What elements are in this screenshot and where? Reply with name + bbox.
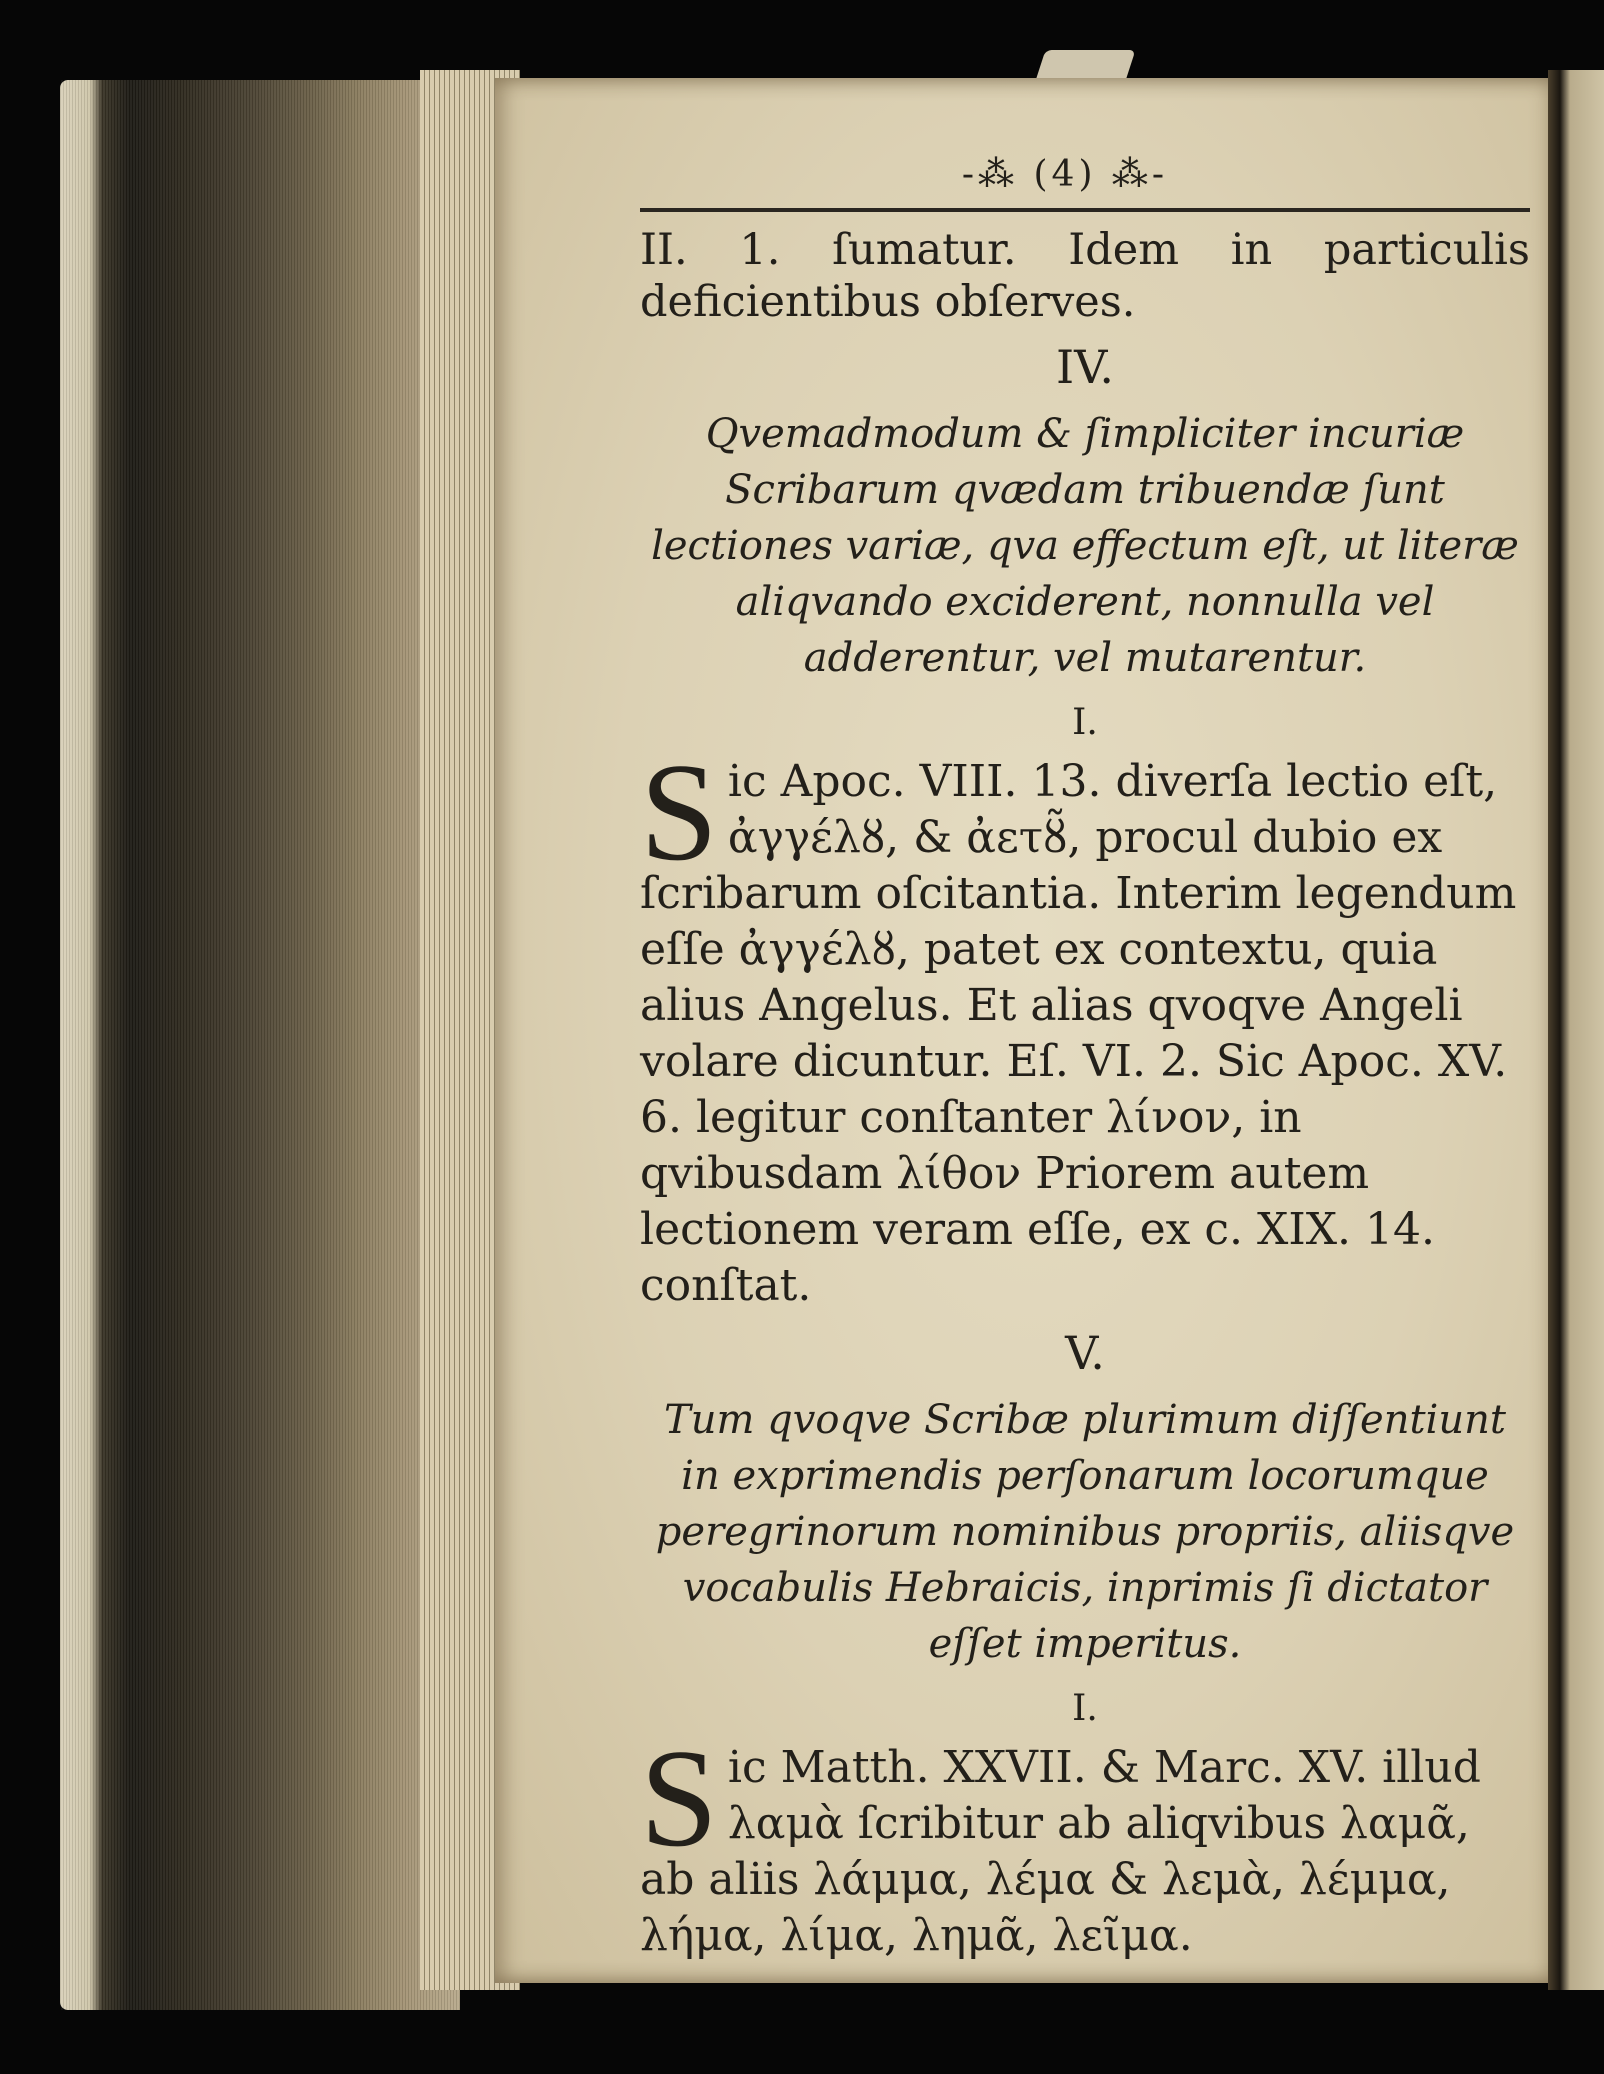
section-heading-v: Tum qvoqve Scribæ plurimum diſſentiunt in exprimendis perſonarum locorumque peregrinorum nominibus propriis, aliisqve vocabulis Hebraicis, inprimis ſi dictator eſſet imperitus. [655, 1397, 1515, 1667]
section-heading-iv: Qvemadmodum & ſimpliciter incuriæ Scribarum qvædam tribuendæ ſunt lectiones variæ, qva effectum eſt, ut literæ aliqvando exciderent, nonnulla vel adderentur, vel mutarentur. [651, 411, 1519, 681]
subsection-number-iv-1: I. [1072, 702, 1098, 743]
running-head: -⁂ (4) ⁂- [961, 154, 1169, 195]
book-gutter [1548, 70, 1604, 1990]
section-number-v: V. [1065, 1326, 1105, 1380]
book-fore-edge [60, 80, 460, 2010]
header-rule [640, 208, 1530, 212]
subsection-number-v-1: I. [1072, 1688, 1098, 1729]
paragraph-iv-1 [640, 735, 1530, 1314]
paragraph-text: ic Apoc. VIII. 13. diverſa lectio eſt, ἀγγέλȣ, & ἀετȣ̃, procul dubio ex ſcribarum oſcitantia. Interim legendum eſſe ἀγγέλȣ, patet ex contextu, quia alius Angelus. Et alias qvoqve Angeli volare dicuntur. Eſ. VI. 2. Sic Apoc. XV. 6. legitur conſtanter λίνον, in qvibusdam λίθον Priorem autem lectionem veram eſſe, ex c. XIX. 14. conſtat. [640, 756, 1517, 1311]
drop-cap: S [640, 1721, 718, 1876]
intro-text: II. 1. ſumatur. Idem in particulis deficientibus obſerves. [640, 225, 1530, 327]
paragraph-v-1 [640, 1721, 1530, 1964]
drop-cap: S [640, 735, 718, 890]
page-text [640, 150, 1530, 1964]
section-number-iv: IV. [1056, 340, 1114, 394]
paragraph-text: ic Matth. XXVII. & Marc. XV. illud λαμὰ ſcribitur ab aliqvibus λαμᾶ, ab aliis λάμμα, λέμα & λεμὰ, λέμμα, λήμα, λίμα, λημᾶ, λεῖμα. [640, 1742, 1481, 1961]
